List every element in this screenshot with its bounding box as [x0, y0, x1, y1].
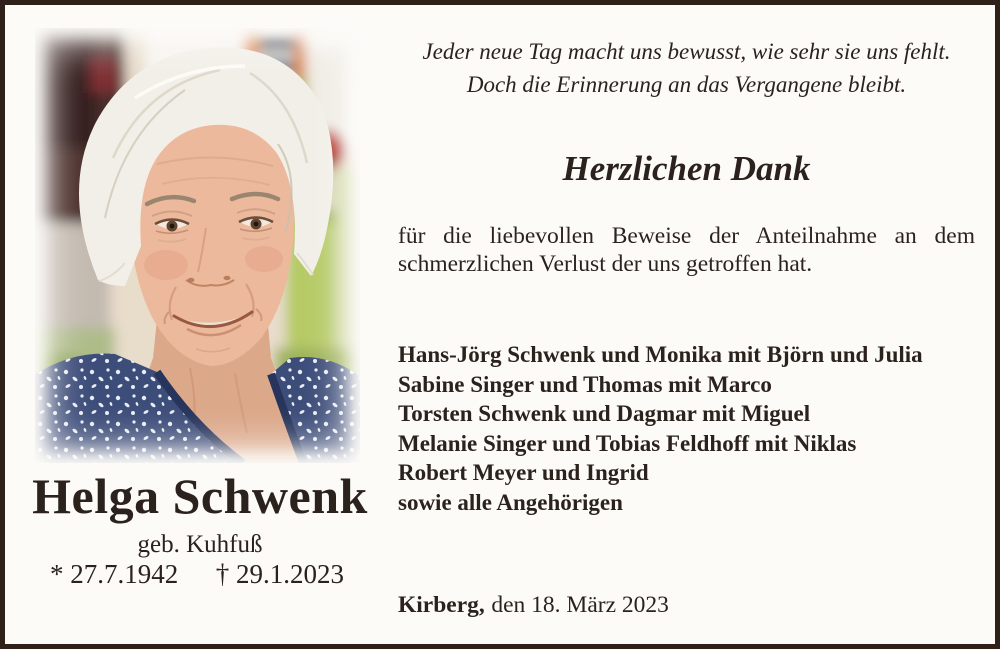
mourner-line: Torsten Schwenk und Dagmar mit Miguel [398, 401, 811, 426]
deceased-birth-name: geb. Kuhfuß [137, 531, 263, 558]
mourner-line: Robert Meyer und Ingrid [398, 460, 649, 485]
memorial-quote-line-2: Doch die Erinnerung an das Vergangene bleibt. [466, 72, 907, 97]
mourner-line: Melanie Singer und Tobias Feldhoff mit Niklas [398, 430, 857, 456]
deceased-name: Helga Schwenk [32, 468, 368, 524]
thanks-body-line-1: für die liebevollen Beweise der Anteilnahme an dem [398, 223, 975, 249]
memorial-quote-line-1: Jeder neue Tag macht uns bewusst, wie sehr sie uns fehlt. [422, 39, 951, 64]
portrait-photo [35, 28, 360, 463]
place-name: Kirberg, [398, 592, 485, 618]
memorial-quote [398, 35, 975, 101]
thanks-body-line-2: schmerzlichen Verlust der uns getroffen hat. [398, 251, 813, 277]
death-date: † 29.1.2023 [215, 559, 344, 589]
birth-date: * 27.7.1942 [50, 559, 179, 589]
thanks-body [398, 222, 975, 278]
closing-date: den 18. März 2023 [491, 592, 669, 618]
portrait-photo-illustration [35, 28, 360, 463]
place-date-line [398, 592, 669, 619]
mourner-line: sowie alle Angehörigen [398, 489, 623, 515]
life-dates [50, 559, 344, 590]
mourner-line: Sabine Singer und Thomas mit Marco [398, 371, 772, 397]
mourners-list [398, 340, 990, 517]
thanks-heading: Herzlichen Dank [562, 149, 811, 188]
mourner-line: Hans-Jörg Schwenk und Monika mit Björn und Julia [398, 342, 923, 367]
